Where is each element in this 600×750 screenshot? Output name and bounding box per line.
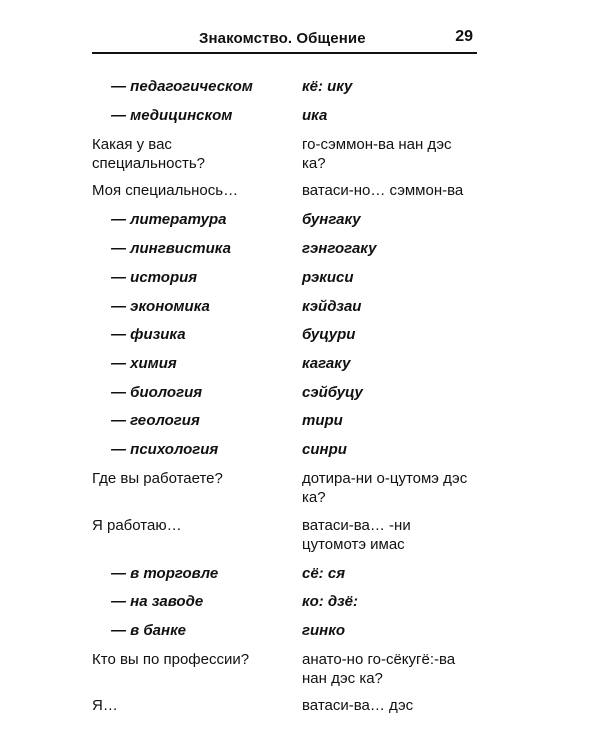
japanese-translation: кё: ику bbox=[302, 78, 353, 95]
japanese-translation: дотира-ни о-цутомэ дэс ка? bbox=[302, 470, 468, 506]
russian-phrase: Моя специальнось… bbox=[92, 182, 239, 199]
japanese-translation: го-сэммон-ва нан дэс ка? bbox=[302, 136, 452, 172]
japanese-translation: гинко bbox=[302, 622, 345, 639]
russian-phrase: — в торговле bbox=[111, 565, 219, 582]
russian-phrase: — психология bbox=[111, 441, 219, 458]
russian-phrase: — биология bbox=[111, 384, 203, 401]
russian-phrase: — литература bbox=[111, 211, 227, 228]
japanese-translation: бунгаку bbox=[302, 211, 361, 228]
japanese-translation: сё: ся bbox=[302, 565, 346, 582]
japanese-translation: тири bbox=[302, 412, 343, 429]
russian-phrase: Кто вы по профессии? bbox=[92, 651, 250, 668]
russian-phrase: — история bbox=[111, 269, 198, 286]
page-header bbox=[92, 26, 477, 54]
japanese-translation: гэнгогаку bbox=[302, 240, 377, 257]
russian-phrase: — в банке bbox=[111, 622, 187, 639]
page-title: Знакомство. Общение bbox=[199, 30, 366, 47]
russian-phrase: Где вы работаете? bbox=[92, 470, 223, 487]
japanese-translation: синри bbox=[302, 441, 347, 458]
russian-phrase: Я работаю… bbox=[92, 517, 182, 534]
russian-phrase: — химия bbox=[111, 355, 177, 372]
russian-phrase: — физика bbox=[111, 326, 186, 343]
russian-phrase: — на заводе bbox=[111, 593, 204, 610]
japanese-translation: ватаси-ва… дэс bbox=[302, 697, 414, 714]
japanese-translation: рэкиси bbox=[302, 269, 354, 286]
russian-phrase: — педагогическом bbox=[111, 78, 253, 95]
page-number: 29 bbox=[455, 28, 473, 45]
russian-phrase: — лингвистика bbox=[111, 240, 231, 257]
japanese-translation: кэйдзаи bbox=[302, 298, 362, 315]
japanese-translation: ватаси-ва… -ни цутомотэ имас bbox=[302, 517, 411, 553]
russian-phrase: — геология bbox=[111, 412, 200, 429]
japanese-translation: ко: дзё: bbox=[302, 593, 358, 610]
russian-phrase: — медицинском bbox=[111, 107, 233, 124]
japanese-translation: кагаку bbox=[302, 355, 351, 372]
russian-phrase: — экономика bbox=[111, 298, 210, 315]
japanese-translation: ика bbox=[302, 107, 328, 124]
russian-phrase: Я… bbox=[92, 697, 118, 714]
russian-phrase: Какая у вас специальность? bbox=[92, 136, 205, 172]
japanese-translation: анато-но го-сёкугё:-ва нан дэс ка? bbox=[302, 651, 456, 687]
japanese-translation: сэйбуцу bbox=[302, 384, 363, 401]
japanese-translation: ватаси-но… сэммон-ва bbox=[302, 182, 464, 199]
japanese-translation: буцури bbox=[302, 326, 356, 343]
